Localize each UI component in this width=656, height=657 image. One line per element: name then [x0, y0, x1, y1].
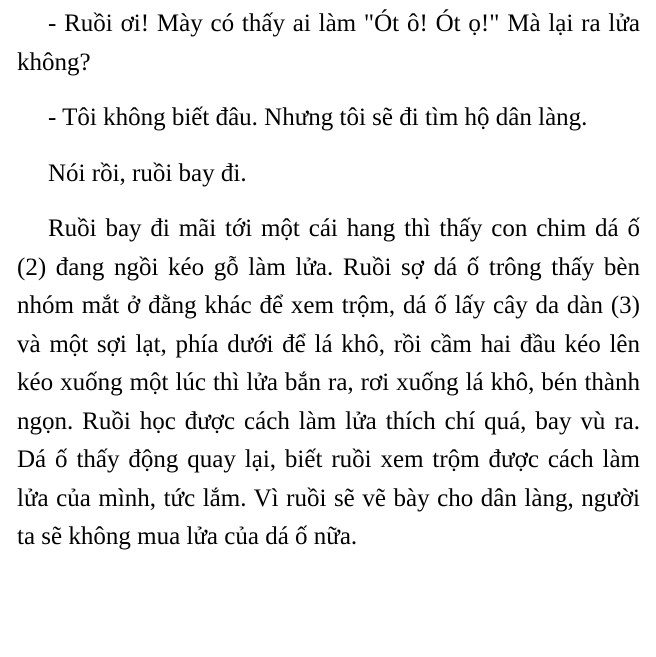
dialogue-paragraph-answer: - Tôi không biết đâu. Nhưng tôi sẽ đi tìm hộ dân làng.	[48, 104, 588, 131]
narration-paragraph-short: Nói rồi, ruồi bay đi.	[48, 159, 247, 187]
dialogue-paragraph-question: - Ruồi ơi! Mày có thấy ai làm "Ót ô! Ót ọ!" Mà lại ra lửa không?	[17, 10, 640, 76]
narration-paragraph-long: Ruồi bay đi mãi tới một cái hang thì thấy con chim dá ố (2) đang ngồi kéo gỗ làm lửa. Ruồi sợ dá ố trông thấy bèn nhóm mắt ở đằng khác để xem trộm, dá ố lấy cây da dàn (3) và một sợi lạt, phía dưới để lá khô, rồi cầm hai đầu kéo lên kéo xuống một lúc thì lửa bắn ra, rơi xuống lá khô, bén thành ngọn. Ruồi học được cách làm lửa thích chí quá, bay vù ra. Dá ố thấy động quay lại, biết ruồi xem trộm được cách làm lửa của mình, tức lắm. Vì ruồi sẽ vẽ bày cho dân làng, người ta sẽ không mua lửa của dá ố nữa.	[17, 215, 640, 550]
